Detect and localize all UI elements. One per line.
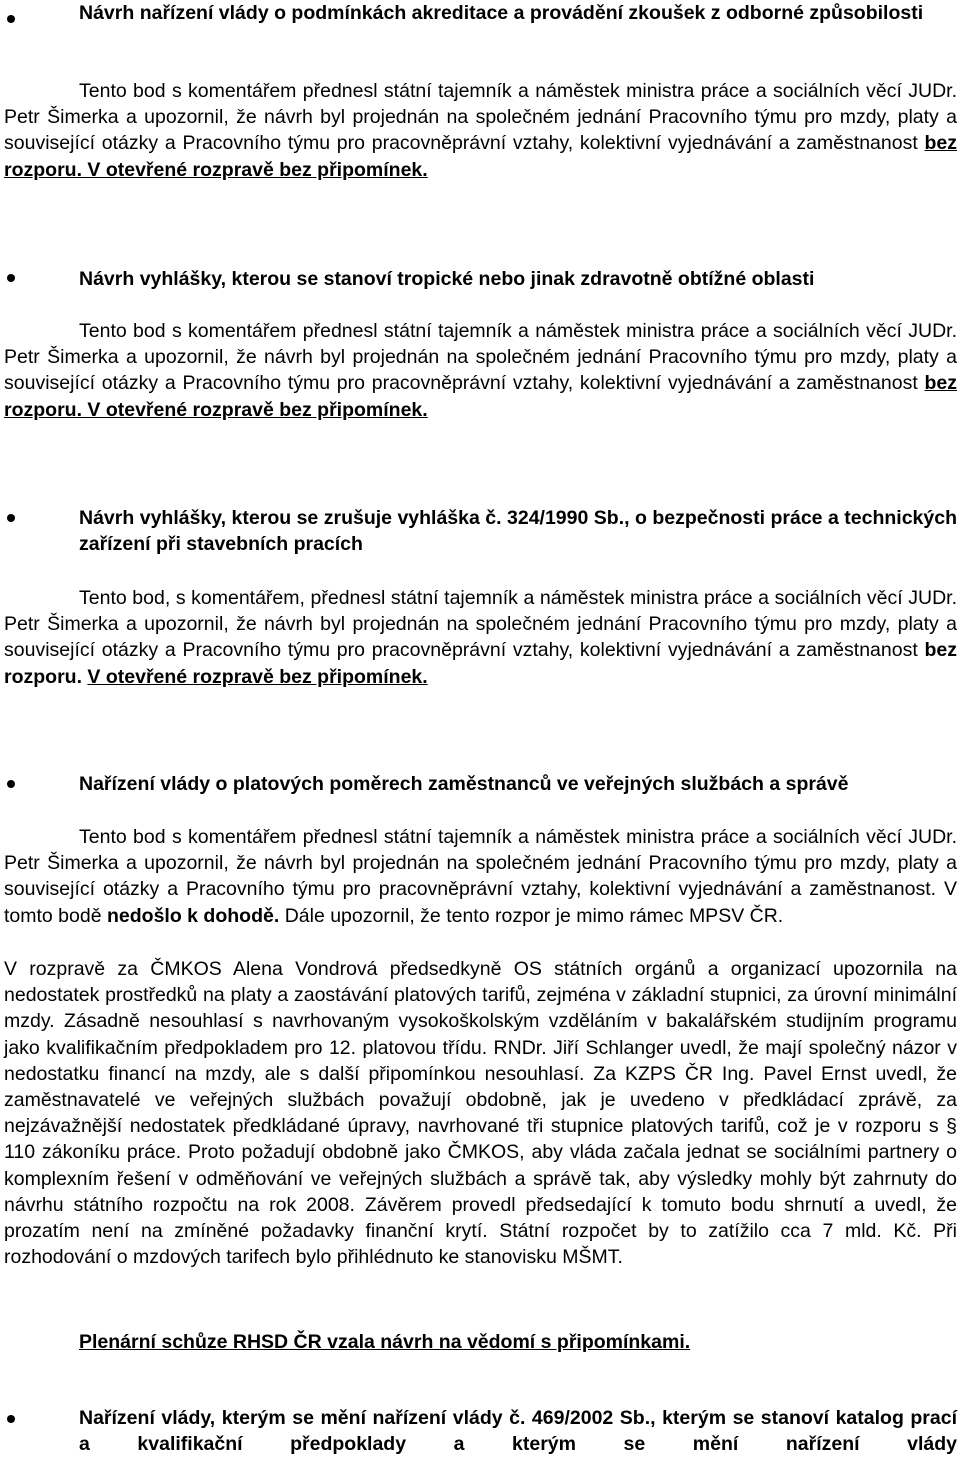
item-body bbox=[4, 78, 957, 183]
discussion-text: V rozpravě za ČMKOS Alena Vondrová předsedkyně OS státních orgánů a organizací upozornila na nedostatek prostředků na platy a zaostávání platových tarifů, zejména v základní stupnici, za úrovní minimální mzdy. Zásadně nesouhlasí s navrhovaným vysokoškolským vzděláním v bakalářském studijním programu jako kvalifikačním předpokladem pro 12. platovou třídu. RNDr. Jiří Schlanger uvedl, že mají společný názor v nedostatku financí na mzdy, ale s další připomínkou nesouhlasí. Za KZPS ČR Ing. Pavel Ernst uvedl, že zaměstnavatelé ve veřejných službách považují obdobně, jak je uvedeno v předkládací zprávě, za nejzávažnější nedostatek předkládané úpravy, navrhované tři stupnice platových tarifů, což je v rozporu s § 110 zákoníku práce. Proto požadují obdobně jako ČMKOS, aby vláda začala jednat se sociálními partnery o komplexním řešení v odměňování ve veřejných službách a správě tak, aby výsledky mohly být zahrnuty do návrhu státního rozpočtu na rok 2008. Závěrem provedl předsedající k tomuto bodu shrnutí a uvedl, že prozatím není na zmíněné požadavky finanční krytí. Státní rozpočet by to zatížilo cca 7 mld. Kč. Při rozhodování o mzdových tarifech bylo přihlédnuto ke stanovisku MŠMT. bbox=[4, 958, 957, 1269]
item-title: Nařízení vlády o platových poměrech zaměstnanců ve veřejných službách a správě bbox=[79, 773, 849, 795]
body-result: nedošlo k dohodě. bbox=[107, 904, 280, 927]
conclusion-text: Plenární schůze RHSD ČR vzala návrh na vědomí s připomínkami. bbox=[79, 1331, 691, 1353]
body-text: Tento bod s komentářem přednesl státní tajemník a náměstek ministra práce a sociálních věcí JUDr. Petr Šimerka a upozornil, že návrh byl projednán na společném jednání Pracovního týmu pro mzdy, platy a související otázky a Pracovního týmu pro pracovněprávní vztahy, kolektivní vyjednávání a zaměstnanost. V tomto bodě bbox=[4, 826, 957, 927]
body-tail: Dále upozornil, že tento rozpor je mimo rámec MPSV ČR. bbox=[284, 904, 784, 927]
bullet-icon bbox=[7, 1415, 15, 1423]
item-title: Návrh vyhlášky, kterou se stanoví tropické nebo jinak zdravotně obtížné oblasti bbox=[79, 268, 815, 290]
body-result: bez rozporu. V otevřené rozpravě bez připomínek. bbox=[4, 372, 957, 421]
item-title: Návrh vyhlášky, kterou se zrušuje vyhláška č. 324/1990 Sb., o bezpečnosti práce a technických zařízení při stavebních pracích bbox=[79, 507, 957, 556]
bullet-icon bbox=[7, 514, 15, 522]
body-result: bez rozporu. bbox=[4, 639, 957, 688]
item-title: Návrh nařízení vlády o podmínkách akreditace a provádění zkoušek z odborné způsobilosti bbox=[79, 2, 924, 24]
bullet-icon bbox=[7, 15, 15, 23]
item-body bbox=[4, 585, 957, 690]
body-text: Tento bod s komentářem přednesl státní tajemník a náměstek ministra práce a sociálních věcí JUDr. Petr Šimerka a upozornil, že návrh byl projednán na společném jednání Pracovního týmu pro mzdy, platy a související otázky a Pracovního týmu pro pracovněprávní vztahy, kolektivní vyjednávání a zaměstnanost bbox=[4, 80, 957, 155]
body-result-2: V otevřené rozpravě bez připomínek. bbox=[87, 665, 428, 688]
item-title: Nařízení vlády, kterým se mění nařízení vlády č. 469/2002 Sb., kterým se stanoví katalog prací a kvalifikační předpoklady a kterým se mění nařízení vlády bbox=[79, 1407, 957, 1456]
body-result: bez rozporu. V otevřené rozpravě bez připomínek. bbox=[4, 132, 957, 181]
bullet-icon bbox=[7, 780, 15, 788]
bullet-icon bbox=[7, 274, 15, 282]
item-body bbox=[4, 824, 957, 929]
body-text: Tento bod s komentářem přednesl státní tajemník a náměstek ministra práce a sociálních věcí JUDr. Petr Šimerka a upozornil, že návrh byl projednán na společném jednání Pracovního týmu pro mzdy, platy a související otázky a Pracovního týmu pro pracovněprávní vztahy, kolektivní vyjednávání a zaměstnanost bbox=[4, 320, 957, 395]
body-text: Tento bod, s komentářem, přednesl státní tajemník a náměstek ministra práce a sociálních věcí JUDr. Petr Šimerka a upozornil, že návrh byl projednán na společném jednání Pracovního týmu pro mzdy, platy a související otázky a Pracovního týmu pro pracovněprávní vztahy, kolektivní vyjednávání a zaměstnanost bbox=[4, 587, 957, 662]
item-body bbox=[4, 318, 957, 423]
